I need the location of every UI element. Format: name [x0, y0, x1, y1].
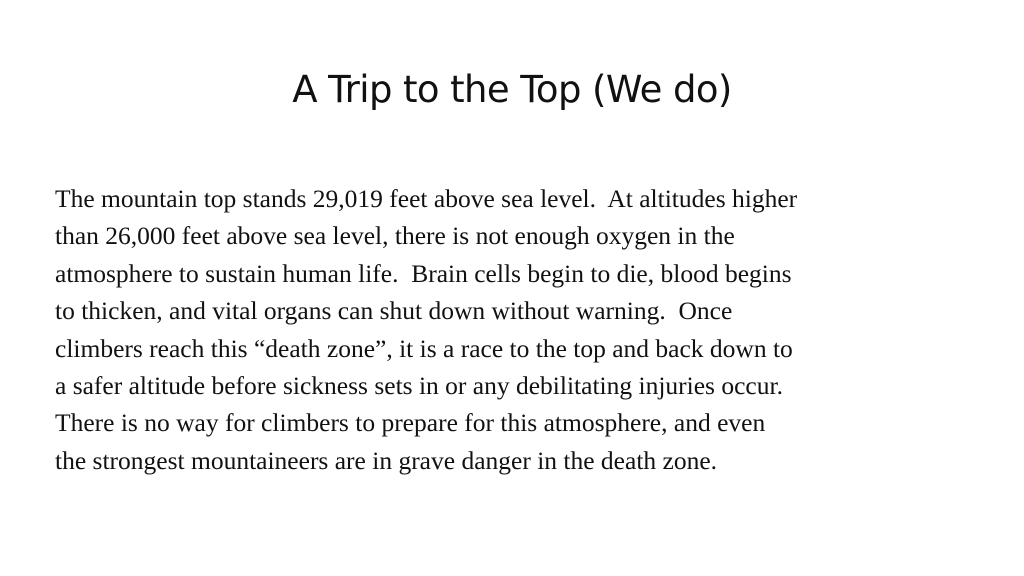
slide-body-paragraph [55, 180, 985, 479]
body-line: The mountain top stands 29,019 feet above sea level. At altitudes higher [55, 184, 798, 213]
body-line: than 26,000 feet above sea level, there is not enough oxygen in the [55, 221, 735, 251]
body-line: climbers reach this “death zone”, it is a race to the top and back down to [55, 333, 793, 363]
body-line: There is no way for climbers to prepare for this atmosphere, and even [55, 408, 766, 438]
slide-title: A Trip to the Top (We do) [292, 68, 732, 111]
body-line: the strongest mountaineers are in grave danger in the death zone. [55, 445, 718, 475]
body-line: atmosphere to sustain human life. Brain cells begin to die, blood begins [55, 258, 792, 288]
body-line: to thicken, and vital organs can shut down without warning. Once [55, 296, 733, 326]
body-line: a safer altitude before sickness sets in or any debilitating injuries occur. [55, 371, 783, 401]
